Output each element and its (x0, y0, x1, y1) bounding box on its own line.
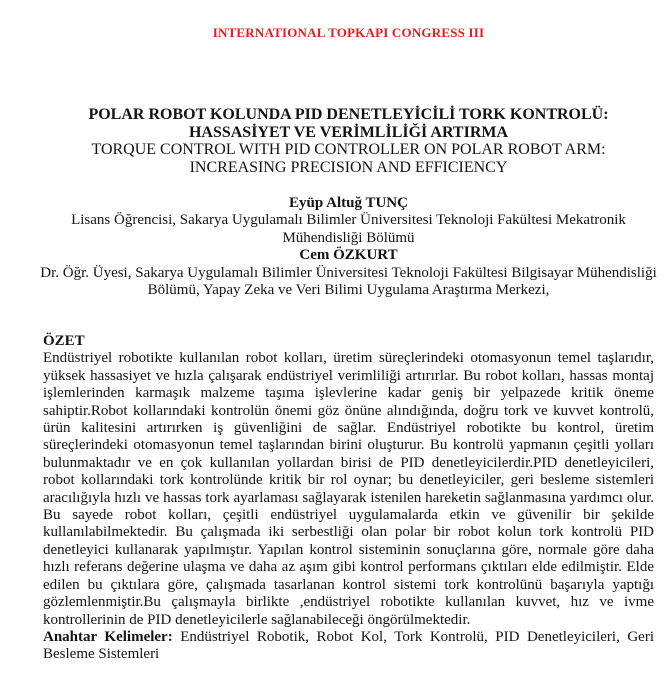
title-block (43, 106, 654, 176)
title-turkish-line-1: POLAR ROBOT KOLUNDA PID DENETLEYİCİLİ TORK KONTROLÜ: (88, 106, 609, 123)
abstract-heading: ÖZET (43, 333, 85, 349)
authors-block (38, 195, 659, 299)
keywords-label: Anahtar Kelimeler: (43, 628, 173, 645)
title-english-line-2: INCREASING PRECISION AND EFFICIENCY (189, 158, 508, 176)
author-affiliation-2: Dr. Öğr. Üyesi, Sakarya Uygulamalı Bilimler Üniversitesi Teknoloji Fakültesi Bilgisayar Mühendisliği Bölümü, Yapay Zeka ve Veri Bilimi Uygulama Araştırma Merkezi, (40, 264, 657, 299)
author-affiliation-1: Lisans Öğrencisi, Sakarya Uygulamalı Bilimler Üniversitesi Teknoloji Fakültesi Mekatronik Mühendisliği Bölümü (71, 212, 626, 246)
title-english-line-1: TORQUE CONTROL WITH PID CONTROLLER ON POLAR ROBOT ARM: (91, 141, 606, 158)
abstract-text: Endüstriyel robotikte kullanılan robot kolları, üretim süreçlerindeki otomasyonun temel taşlarıdır, yüksek hassasiyet ve hızla çalışarak endüstriyel verimliliği artırırlar. Bu robot kolları, hassas montaj işlemlerinden karmaşık malzeme taşıma işlevlerine kadar geniş bir yelpazede kritik öneme sahiptir.Robot kollarındaki kontrolün önemi göz önüne alındığında, doğru tork ve kuvvet kontrolü, ürün kalitesini artırırken iş güvenliğini de sağlar. Endüstriyel robotikte bu kontrol, üretim süreçlerindeki otomasyonun temel taşlarından birini oluşturur. Bu kontrolü yapmanın çeşitli yolları bulunmaktadır ve en çok kullanılan yollardan birisi de PID denetleyicilerdir.PID denetleyicileri, robot kollarındaki tork kontrolünde kritik bir rol oynar; bu denetleyiciler, geri besleme sistemleri aracılığıyla hızlı ve hassas tork ayarlaması sağlayarak istenilen hareketin sağlanmasına yardımcı olur. Bu sayede robot kolları, çeşitli endüstriyel uygulamalarda etkin ve güvenilir bir şekilde kullanılabilmektedir. Bu çalışmada iki serbestliği olan polar bir robot kolun tork kontrolü PID denetleyici kullanarak yapılmıştır. Yapılan kontrol sisteminin sonuçlarına göre, normale göre daha hızlı referans değerine ulaşma ve daha az aşım gibi kontrol performans çıktıları elde edilmiştir. Elde edilen bu çıktılara göre, çalışmada tasarlanan kontrol sistemi tork kontrolünü başarıyla yaptığı gözlemlenmiştir.Bu çalışmayla birlikte ,endüstriyel robotikte kullanılan kuvvet, hız ve ivme kontrollerinin de PID denetleyicilerle sağlanabileceği öngörülmektedir. (43, 350, 654, 628)
author-name-1: Eyüp Altuğ TUNÇ (289, 195, 408, 211)
title-turkish-line-2: HASSASİYET VE VERİMLİLİĞİ ARTIRMA (188, 123, 509, 141)
congress-header: INTERNATIONAL TOPKAPI CONGRESS III (212, 25, 485, 40)
author-name-2: Cem ÖZKURT (299, 247, 398, 264)
keywords-text: Endüstriyel Robotik, Robot Kol, Tork Kontrolü, PID Denetleyicileri, Geri Besleme Sistemleri (43, 628, 655, 663)
abstract-section (43, 333, 654, 664)
keywords-paragraph (43, 629, 654, 664)
